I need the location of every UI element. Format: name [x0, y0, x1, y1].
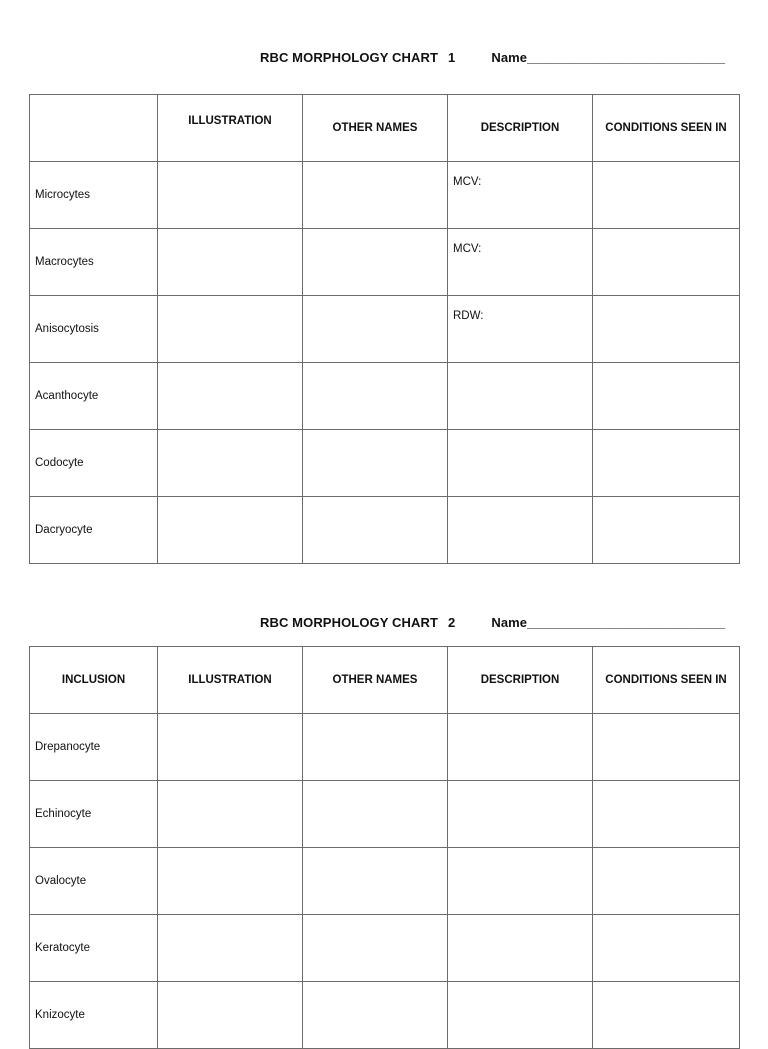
table-row	[30, 363, 740, 430]
table-row	[30, 915, 740, 982]
table-row	[30, 781, 740, 848]
conditions-cell	[593, 162, 740, 229]
chart-1-title	[260, 50, 725, 65]
description-cell	[448, 848, 593, 915]
illustration-cell	[158, 497, 303, 564]
table-row	[30, 296, 740, 363]
table-header-row	[30, 647, 740, 714]
row-label: Microcytes	[30, 162, 158, 229]
header-cell-inclusion: INCLUSION	[30, 647, 158, 714]
chart-1-table	[29, 94, 740, 564]
table-row	[30, 430, 740, 497]
other-names-cell	[303, 229, 448, 296]
description-cell	[448, 982, 593, 1049]
chart-2-title	[260, 615, 725, 630]
conditions-cell	[593, 229, 740, 296]
table-row	[30, 982, 740, 1049]
other-names-cell	[303, 497, 448, 564]
conditions-cell	[593, 915, 740, 982]
description-cell	[448, 915, 593, 982]
other-names-cell	[303, 714, 448, 781]
chart-1-name-field: Name___________________________	[491, 50, 726, 65]
header-cell-description: DESCRIPTION	[448, 647, 593, 714]
row-label: Anisocytosis	[30, 296, 158, 363]
illustration-cell	[158, 848, 303, 915]
description-cell	[448, 781, 593, 848]
header-cell-blank	[30, 95, 158, 162]
row-label: Drepanocyte	[30, 714, 158, 781]
conditions-cell	[593, 497, 740, 564]
other-names-cell	[303, 848, 448, 915]
header-cell-illustration: ILLUSTRATION	[158, 95, 303, 162]
illustration-cell	[158, 915, 303, 982]
row-label: Ovalocyte	[30, 848, 158, 915]
header-cell-other-names: OTHER NAMES	[303, 95, 448, 162]
table-row	[30, 162, 740, 229]
row-label: Knizocyte	[30, 982, 158, 1049]
table-row	[30, 848, 740, 915]
row-label: Echinocyte	[30, 781, 158, 848]
other-names-cell	[303, 982, 448, 1049]
table-row	[30, 714, 740, 781]
header-cell-illustration: ILLUSTRATION	[158, 647, 303, 714]
row-label: Codocyte	[30, 430, 158, 497]
row-label: Dacryocyte	[30, 497, 158, 564]
row-label: Macrocytes	[30, 229, 158, 296]
conditions-cell	[593, 363, 740, 430]
table-row	[30, 229, 740, 296]
chart-1-heading: RBC MORPHOLOGY CHART	[260, 50, 438, 65]
description-cell	[448, 430, 593, 497]
illustration-cell	[158, 162, 303, 229]
chart-2-heading: RBC MORPHOLOGY CHART	[260, 615, 438, 630]
description-cell: RDW:	[448, 296, 593, 363]
row-label: Keratocyte	[30, 915, 158, 982]
conditions-cell	[593, 296, 740, 363]
chart-2-table	[29, 646, 740, 1049]
header-cell-conditions: CONDITIONS SEEN IN	[593, 647, 740, 714]
conditions-cell	[593, 781, 740, 848]
header-cell-description: DESCRIPTION	[448, 95, 593, 162]
description-cell	[448, 363, 593, 430]
table-header-row	[30, 95, 740, 162]
description-cell	[448, 714, 593, 781]
row-label: Acanthocyte	[30, 363, 158, 430]
other-names-cell	[303, 363, 448, 430]
header-cell-other-names: OTHER NAMES	[303, 647, 448, 714]
other-names-cell	[303, 162, 448, 229]
chart-2-number: 2	[447, 615, 456, 630]
illustration-cell	[158, 714, 303, 781]
conditions-cell	[593, 982, 740, 1049]
description-cell: MCV:	[448, 229, 593, 296]
illustration-cell	[158, 781, 303, 848]
header-cell-conditions: CONDITIONS SEEN IN	[593, 95, 740, 162]
illustration-cell	[158, 982, 303, 1049]
conditions-cell	[593, 714, 740, 781]
description-cell: MCV:	[448, 162, 593, 229]
chart-1-number: 1	[447, 50, 456, 65]
illustration-cell	[158, 296, 303, 363]
description-cell	[448, 497, 593, 564]
conditions-cell	[593, 848, 740, 915]
illustration-cell	[158, 363, 303, 430]
other-names-cell	[303, 915, 448, 982]
conditions-cell	[593, 430, 740, 497]
table-row	[30, 497, 740, 564]
illustration-cell	[158, 430, 303, 497]
illustration-cell	[158, 229, 303, 296]
other-names-cell	[303, 296, 448, 363]
other-names-cell	[303, 430, 448, 497]
other-names-cell	[303, 781, 448, 848]
chart-2-name-field: Name___________________________	[491, 615, 726, 630]
